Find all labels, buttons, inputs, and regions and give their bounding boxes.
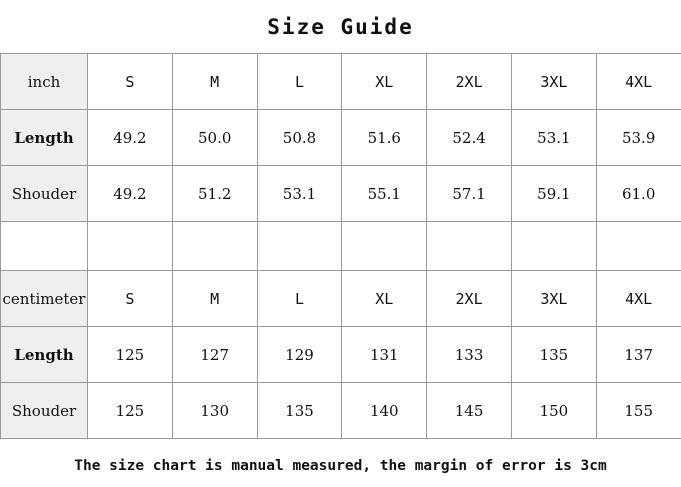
- spacer-cell: [596, 222, 681, 271]
- table-cell: 57.1: [427, 166, 512, 222]
- table-cell: 140: [342, 383, 427, 439]
- table-cell: 53.1: [511, 110, 596, 166]
- row-label-shouder-inch: Shouder: [1, 166, 88, 222]
- table-cell: 51.6: [342, 110, 427, 166]
- table-cell: 125: [88, 383, 173, 439]
- table-row-shouder-inch: [1, 166, 681, 222]
- size-header-xl-cm: XL: [342, 271, 427, 327]
- spacer-cell: [511, 222, 596, 271]
- table-cell: 55.1: [342, 166, 427, 222]
- size-header-m-cm: M: [172, 271, 257, 327]
- row-label-shouder-cm: Shouder: [1, 383, 88, 439]
- size-header-l-inch: L: [257, 54, 342, 110]
- table-row-unit-inch: [1, 54, 681, 110]
- table-cell: 129: [257, 327, 342, 383]
- table-cell: 155: [596, 383, 681, 439]
- spacer-cell: [1, 222, 88, 271]
- size-header-s-inch: S: [88, 54, 173, 110]
- table-row-unit-centimeter: [1, 271, 681, 327]
- size-header-4xl-inch: 4XL: [596, 54, 681, 110]
- table-cell: 135: [511, 327, 596, 383]
- table-cell: 51.2: [172, 166, 257, 222]
- page-title: Size Guide: [267, 14, 414, 39]
- table-cell: 125: [88, 327, 173, 383]
- table-cell: 137: [596, 327, 681, 383]
- table-row-shouder-centimeter: [1, 383, 681, 439]
- row-label-length-cm: Length: [1, 327, 88, 383]
- table-row-length-centimeter: [1, 327, 681, 383]
- table-cell: 59.1: [511, 166, 596, 222]
- table-cell: 49.2: [88, 110, 173, 166]
- size-header-3xl-inch: 3XL: [511, 54, 596, 110]
- table-cell: 49.2: [88, 166, 173, 222]
- table-cell: 135: [257, 383, 342, 439]
- size-header-l-cm: L: [257, 271, 342, 327]
- size-header-s-cm: S: [88, 271, 173, 327]
- unit-label-centimeter: centimeter: [1, 271, 88, 327]
- table-row-spacer: [1, 222, 681, 271]
- table-cell: 53.9: [596, 110, 681, 166]
- unit-label-inch: inch: [1, 54, 88, 110]
- size-header-2xl-inch: 2XL: [427, 54, 512, 110]
- table-cell: 53.1: [257, 166, 342, 222]
- size-header-m-inch: M: [172, 54, 257, 110]
- table-row-length-inch: [1, 110, 681, 166]
- size-chart-table: [0, 53, 681, 439]
- table-cell: 127: [172, 327, 257, 383]
- table-cell: 50.0: [172, 110, 257, 166]
- row-label-length-inch: Length: [1, 110, 88, 166]
- table-cell: 52.4: [427, 110, 512, 166]
- spacer-cell: [88, 222, 173, 271]
- table-cell: 50.8: [257, 110, 342, 166]
- spacer-cell: [172, 222, 257, 271]
- spacer-cell: [427, 222, 512, 271]
- size-header-4xl-cm: 4XL: [596, 271, 681, 327]
- table-cell: 145: [427, 383, 512, 439]
- table-cell: 130: [172, 383, 257, 439]
- table-cell: 133: [427, 327, 512, 383]
- table-cell: 61.0: [596, 166, 681, 222]
- size-header-xl-inch: XL: [342, 54, 427, 110]
- size-header-3xl-cm: 3XL: [511, 271, 596, 327]
- size-header-2xl-cm: 2XL: [427, 271, 512, 327]
- table-cell: 131: [342, 327, 427, 383]
- table-cell: 150: [511, 383, 596, 439]
- spacer-cell: [342, 222, 427, 271]
- spacer-cell: [257, 222, 342, 271]
- measurement-note: The size chart is manual measured, the margin of error is 3cm: [74, 457, 607, 474]
